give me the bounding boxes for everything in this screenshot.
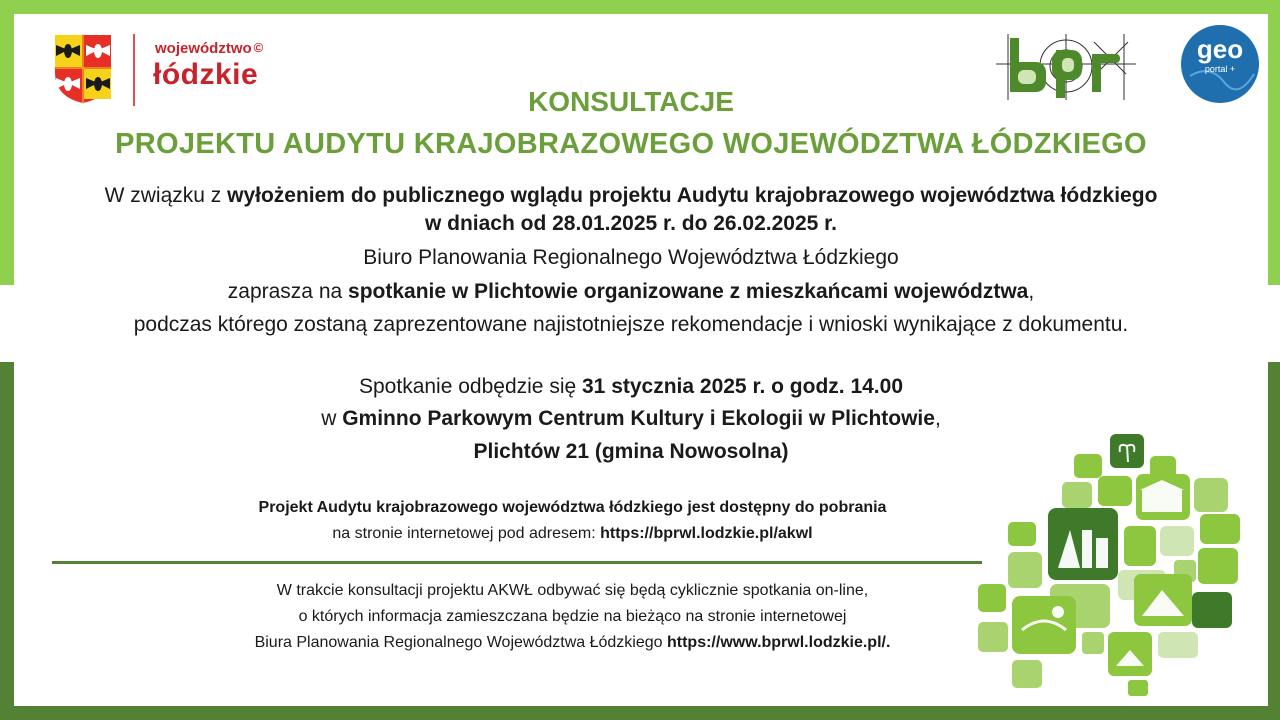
meeting-address: Plichtów 21 (gmina Nowosolna)	[473, 440, 789, 463]
download-link[interactable]: https://bprwl.lodzkie.pl/akwl	[600, 525, 813, 542]
region-logo-mark: ©	[253, 40, 264, 55]
intro-invitation: zaprasza na spotkanie w Plichtowie organizowane z mieszkańcami województwa,	[227, 280, 1035, 303]
bprwl-website-link[interactable]: https://www.bprwl.lodzkie.pl/.	[667, 634, 891, 651]
region-logo-main: łódzkie	[153, 58, 259, 91]
title-line-1: KONSULTACJE	[528, 86, 734, 117]
download-link-line: na stronie internetowej pod adresem: https://bprwl.lodzkie.pl/akwl	[332, 525, 813, 542]
intro-purpose: podczas którego zostaną zaprezentowane najistotniejsze rekomendacje i wnioski wynikające z dokumentu.	[133, 313, 1129, 336]
meeting-venue: w Gminno Parkowym Centrum Kultury i Ekologii w Plichtowie,	[321, 407, 941, 430]
geoportal-logo-subtext: portal +	[1204, 64, 1236, 74]
region-logo-top: województwo ©	[155, 40, 264, 57]
online-info-line-2: o których informacja zamieszczana będzie na bieżąco na stronie internetowej	[298, 608, 847, 625]
online-info-line-3: Biura Planowania Regionalnego Województwa Łódzkiego https://www.bprwl.lodzkie.pl/.	[254, 634, 891, 651]
intro-line-1: W związku z wyłożeniem do publicznego wglądu projektu Audytu krajobrazowego województwa łódzkiego	[104, 184, 1158, 207]
landscape-mosaic-icon	[978, 434, 1260, 696]
download-info: Projekt Audytu krajobrazowego województwa łódzkiego jest dostępny do pobrania	[258, 499, 887, 516]
intro-organizer: Biuro Planowania Regionalnego Województwa Łódzkiego	[363, 246, 899, 269]
online-info-line-1: W trakcie konsultacji projektu AKWŁ odbywać się będą cyklicznie spotkania on-line,	[276, 582, 869, 599]
intro-dates: w dniach od 28.01.2025 r. do 26.02.2025 r.	[424, 212, 838, 235]
section-divider	[52, 561, 982, 564]
title-line-2: PROJEKTU AUDYTU KRAJOBRAZOWEGO WOJEWÓDZTWA ŁÓDZKIEGO	[115, 128, 1147, 160]
meeting-date: Spotkanie odbędzie się 31 stycznia 2025 r. o godz. 14.00	[359, 375, 903, 398]
geoportal-logo-text: geo	[1196, 34, 1244, 64]
